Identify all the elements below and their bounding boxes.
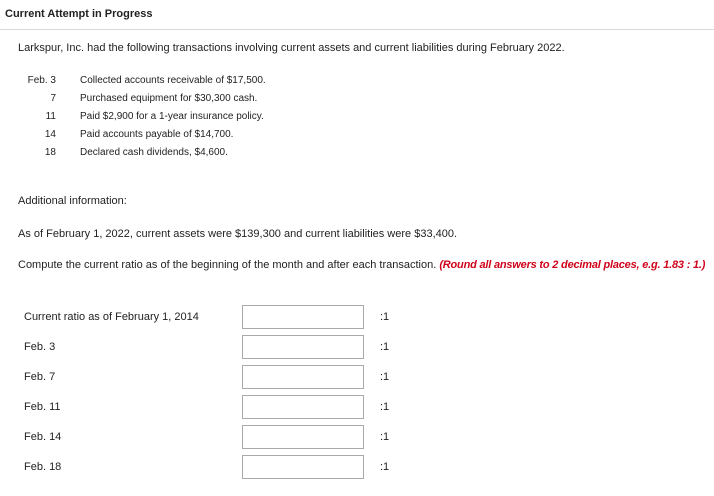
ratio-suffix: :1 [380,341,390,353]
ratio-label: Feb. 18 [24,461,62,473]
ratio-suffix: :1 [380,431,390,443]
ratio-input-feb18[interactable] [242,455,364,479]
ratio-label: Feb. 3 [24,341,56,353]
rounding-note: (Round all answers to 2 decimal places, e.g. 1.83 : 1.) [439,259,706,271]
transaction-date: Feb. 3 [27,75,56,86]
ratio-row-feb11 [0,395,714,419]
transaction-date: 14 [44,129,56,140]
intro-text: Larkspur, Inc. had the following transactions involving current assets and current liabilities during February 2022. [18,42,565,54]
compute-text: Compute the current ratio as of the beginning of the month and after each transaction. [18,259,437,271]
ratio-suffix: :1 [380,461,390,473]
ratio-input-feb1[interactable] [242,305,364,329]
additional-info-label: Additional information: [18,195,127,207]
transaction-row [14,72,266,90]
transaction-desc: Paid accounts payable of $14,700. [80,129,234,140]
transactions-list [14,72,266,162]
transaction-desc: Paid $2,900 for a 1-year insurance policy. [80,111,264,122]
transaction-desc: Declared cash dividends, $4,600. [80,147,228,158]
compute-instructions [18,258,710,272]
ratio-row-feb14 [0,425,714,449]
transaction-row [14,144,266,162]
ratio-suffix: :1 [380,401,390,413]
ratio-input-feb14[interactable] [242,425,364,449]
ratio-input-feb11[interactable] [242,395,364,419]
transaction-desc: Purchased equipment for $30,300 cash. [80,93,258,104]
transaction-date: 11 [45,111,56,122]
as-of-text: As of February 1, 2022, current assets were $139,300 and current liabilities were $33,400. [18,228,458,240]
transaction-row [14,126,266,144]
ratio-label: Feb. 11 [24,401,61,413]
ratio-input-feb7[interactable] [242,365,364,389]
transaction-date: 18 [44,147,56,158]
transaction-date: 7 [50,93,56,104]
transaction-row [14,90,266,108]
ratio-label: Current ratio as of February 1, 2014 [24,311,199,323]
ratio-row-feb7 [0,365,714,389]
ratio-label: Feb. 14 [24,431,62,443]
ratio-row-feb3 [0,335,714,359]
ratio-row-feb18 [0,455,714,479]
transaction-desc: Collected accounts receivable of $17,500. [80,75,266,86]
ratio-input-feb3[interactable] [242,335,364,359]
ratio-row-feb1 [0,305,714,329]
ratio-label: Feb. 7 [24,371,56,383]
header-bar [0,0,714,30]
page-title: Current Attempt in Progress [5,8,153,20]
ratio-suffix: :1 [380,311,390,323]
ratio-suffix: :1 [380,371,390,383]
transaction-row [14,108,266,126]
